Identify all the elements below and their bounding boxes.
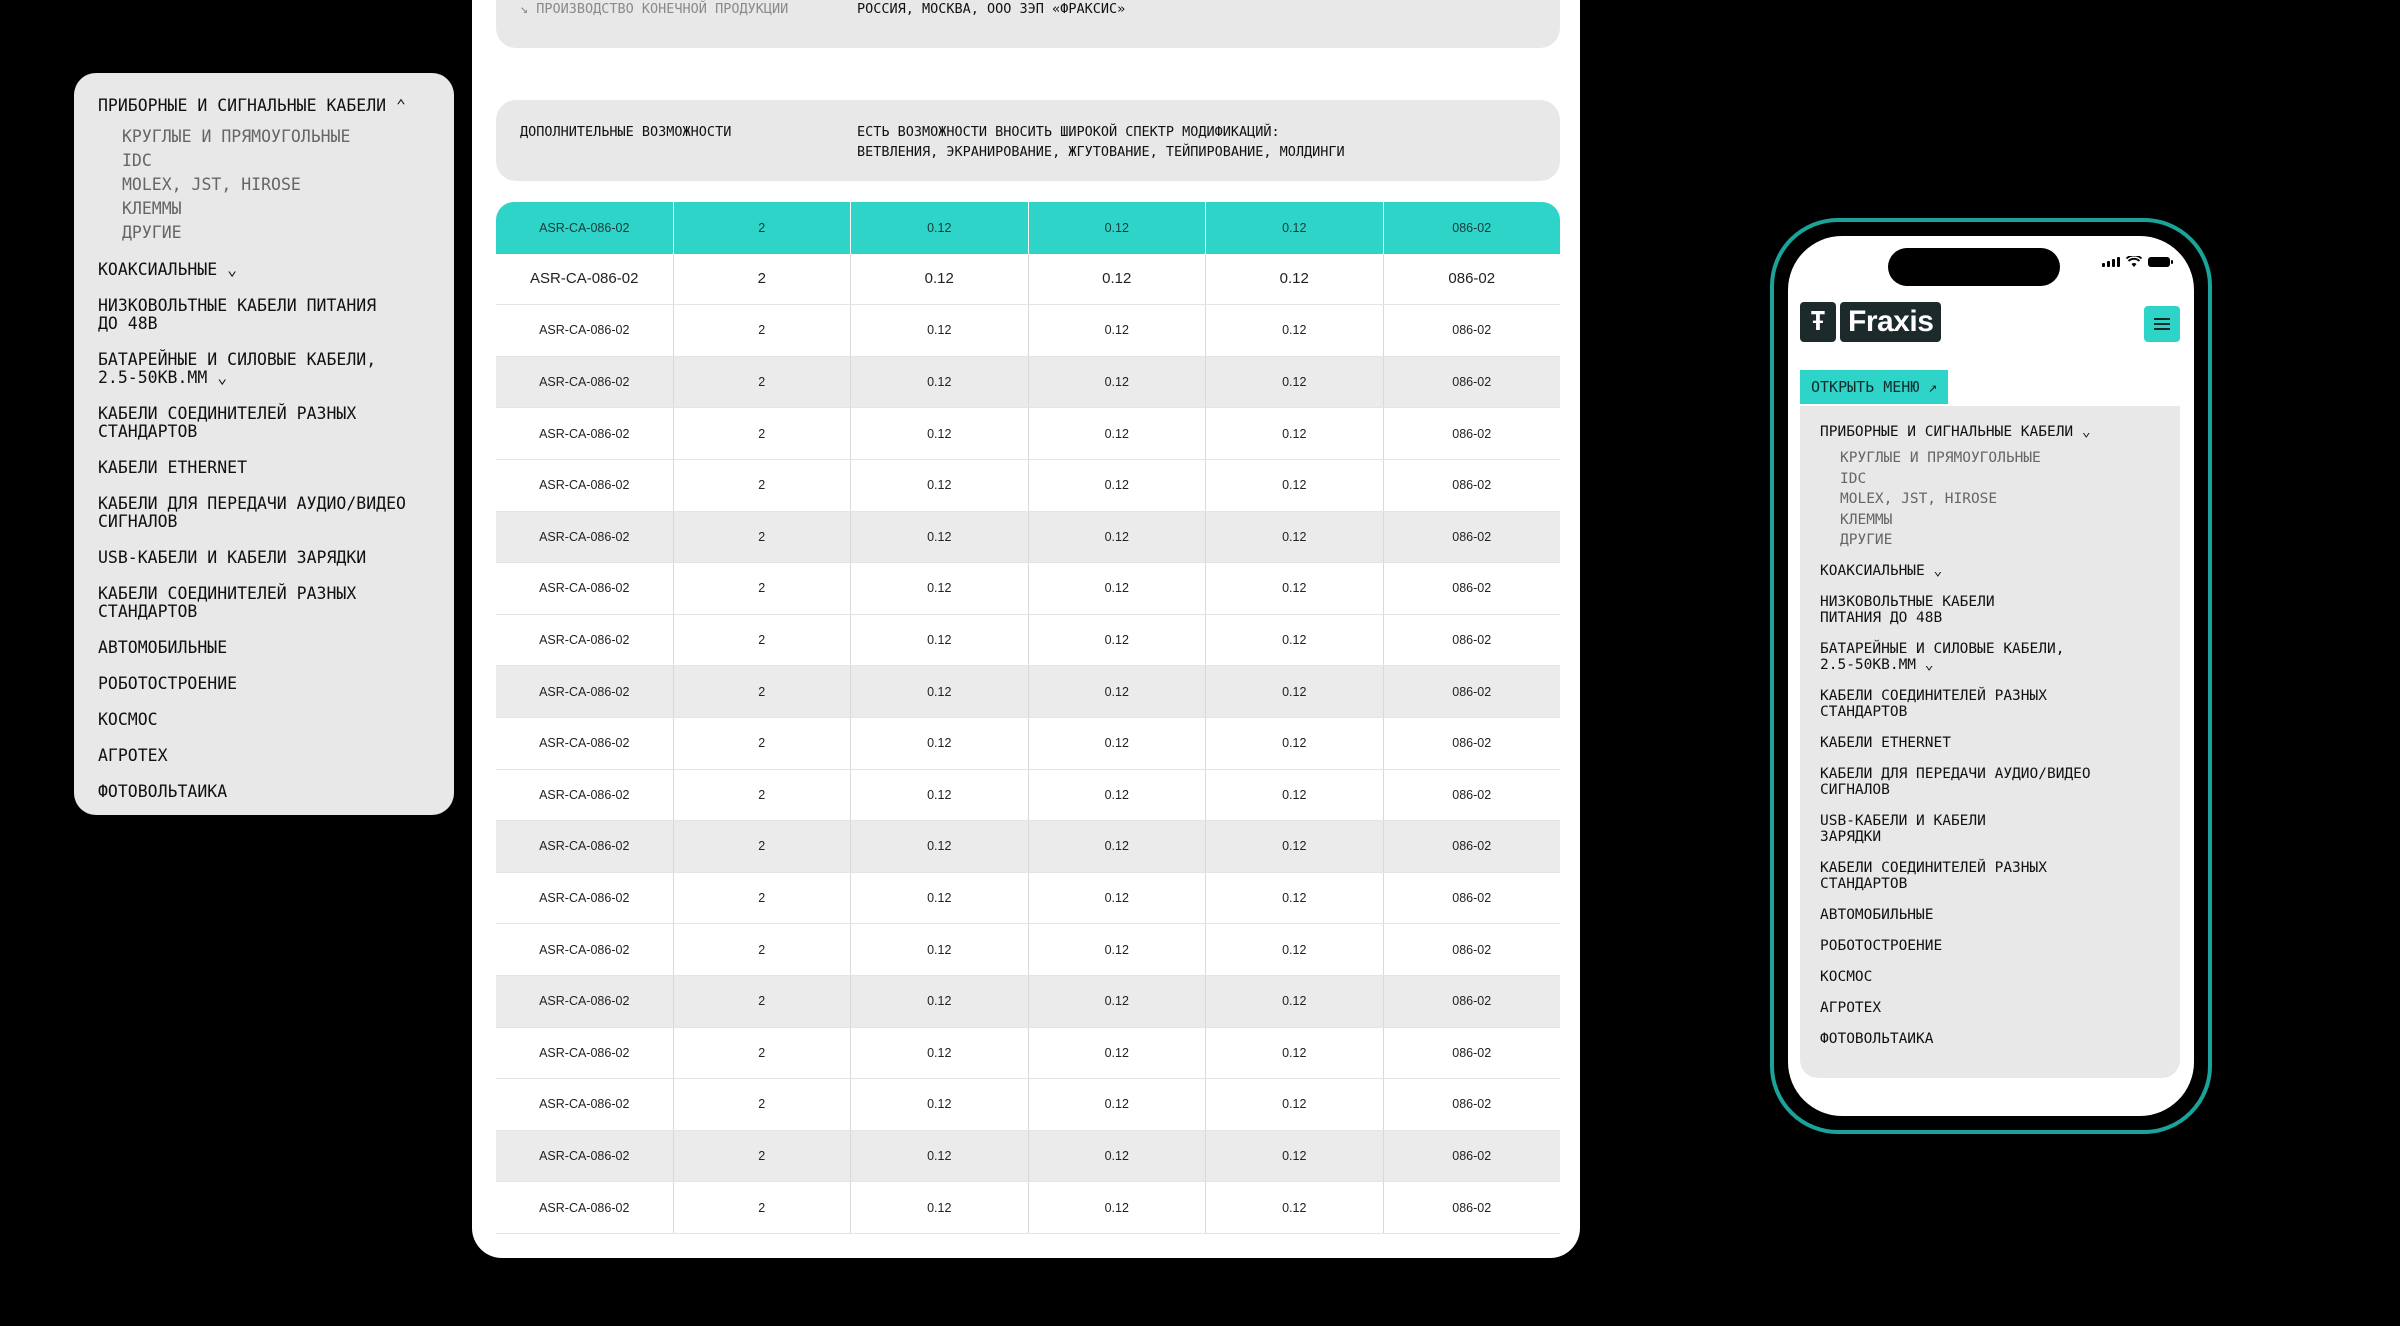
table-cell: 0.12 (1206, 821, 1384, 872)
hamburger-icon[interactable] (2144, 306, 2180, 342)
table-cell: 2 (674, 821, 852, 872)
table-cell: ASR-CA-086-02 (496, 408, 674, 459)
table-cell: 0.12 (1029, 305, 1207, 356)
table-cell: 0.12 (1029, 1028, 1207, 1079)
table-row (496, 666, 1560, 718)
table-cell: 0.12 (1029, 563, 1207, 614)
logo-wordmark: Fraxis (1840, 302, 1941, 342)
menu-item-instrument-cables[interactable]: ПРИБОРНЫЕ И СИГНАЛЬНЫЕ КАБЕЛИ ⌄ (1820, 424, 2091, 440)
table-cell: 0.12 (1029, 408, 1207, 459)
table-cell: ASR-CA-086-02 (496, 873, 674, 924)
table-row (496, 1028, 1560, 1080)
table-cell: 0.12 (851, 1079, 1029, 1130)
header-cell: 0.12 (1029, 202, 1207, 254)
table-cell: 0.12 (1206, 770, 1384, 821)
header-cell: ASR-CA-086-02 (496, 202, 674, 254)
table-cell: 2 (674, 512, 852, 563)
table-cell: 0.12 (851, 460, 1029, 511)
table-cell: 2 (674, 924, 852, 975)
dynamic-island (1888, 248, 2060, 286)
instrument-cables-submenu (1840, 448, 2160, 551)
table-cell: 086-02 (1452, 787, 1492, 802)
table-cell: 0.12 (1206, 615, 1384, 666)
menu-item-agrotech[interactable]: АГРОТЕХ (98, 746, 168, 765)
submenu-item-terminals[interactable]: КЛЕММЫ (122, 199, 182, 218)
submenu-item-idc[interactable]: IDC (122, 151, 152, 170)
table-cell: 0.12 (1029, 873, 1207, 924)
table-cell: 2 (674, 460, 852, 511)
table-cell: 0.12 (851, 821, 1029, 872)
logo-mark: Ŧ (1800, 302, 1836, 342)
table-cell: 086-02 (1452, 684, 1492, 699)
table-cell: 2 (674, 873, 852, 924)
table-cell: 0.12 (1206, 357, 1384, 408)
table-cell: 0.12 (851, 563, 1029, 614)
table-cell: 086-02 (1452, 1148, 1492, 1163)
menu-item-photovoltaics[interactable]: ФОТОВОЛЬТАИКА (1820, 1030, 1934, 1047)
table-body (496, 254, 1560, 1234)
table-cell: ASR-CA-086-02 (496, 821, 674, 872)
table-cell: 086-02 (1452, 1097, 1492, 1112)
table-row (496, 460, 1560, 512)
table-row (496, 357, 1560, 409)
battery-icon (2148, 257, 2170, 267)
table-cell: 0.12 (1029, 254, 1207, 305)
table-cell: ASR-CA-086-02 (496, 305, 674, 356)
phone-category-menu (1800, 406, 2180, 1078)
submenu-item-molex[interactable]: MOLEX, JST, HIROSE (1840, 491, 1998, 507)
table-cell: 0.12 (1206, 873, 1384, 924)
table-cell: 0.12 (1029, 821, 1207, 872)
table-row (496, 615, 1560, 667)
table-cell: ASR-CA-086-02 (496, 563, 674, 614)
table-row (496, 254, 1560, 306)
menu-item-usb[interactable]: USB-КАБЕЛИ И КАБЕЛИ ЗАРЯДКИ (98, 548, 367, 567)
table-cell: 0.12 (1206, 976, 1384, 1027)
table-cell: 2 (674, 357, 852, 408)
table-cell: 086-02 (1452, 375, 1492, 390)
table-cell: 0.12 (1206, 305, 1384, 356)
table-cell: 086-02 (1452, 891, 1492, 906)
table-cell: 0.12 (1206, 666, 1384, 717)
table-cell: 2 (674, 615, 852, 666)
table-cell: 2 (674, 1079, 852, 1130)
phone-mockup (1770, 218, 2212, 1134)
table-row (496, 821, 1560, 873)
menu-item-space[interactable]: КОСМОС (1820, 968, 1873, 985)
table-cell: 0.12 (851, 1182, 1029, 1233)
table-row (496, 1182, 1560, 1234)
table-cell: 086-02 (1452, 1045, 1492, 1060)
table-cell: ASR-CA-086-02 (496, 512, 674, 563)
table-cell: 2 (674, 563, 852, 614)
table-cell: 0.12 (1029, 1182, 1207, 1233)
table-cell: 2 (674, 976, 852, 1027)
production-info-card (496, 0, 1560, 48)
table-cell: 0.12 (1029, 718, 1207, 769)
table-cell: 0.12 (851, 408, 1029, 459)
menu-item-audio-video[interactable]: КАБЕЛИ ДЛЯ ПЕРЕДАЧИ АУДИО/ВИДЕО СИГНАЛОВ (98, 494, 406, 531)
menu-item-ethernet[interactable]: КАБЕЛИ ETHERNET (98, 458, 248, 477)
table-cell: 086-02 (1452, 323, 1492, 338)
final-production-label: ↘ ПРОИЗВОДСТВО КОНЕЧНОЙ ПРОДУКЦИИ (520, 1, 789, 17)
table-cell: 0.12 (1029, 924, 1207, 975)
table-cell: 0.12 (851, 615, 1029, 666)
table-cell: 0.12 (851, 924, 1029, 975)
menu-item-instrument-cables[interactable]: ПРИБОРНЫЕ И СИГНАЛЬНЫЕ КАБЕЛИ ⌃ (98, 96, 406, 115)
menu-item-low-voltage[interactable]: НИЗКОВОЛЬТНЫЕ КАБЕЛИ ПИТАНИЯ ДО 48В (98, 296, 377, 333)
menu-item-audio-video[interactable]: КАБЕЛИ ДЛЯ ПЕРЕДАЧИ АУДИО/ВИДЕО СИГНАЛОВ (1820, 765, 2091, 798)
table-row (496, 1079, 1560, 1131)
category-menu-panel (74, 73, 454, 815)
table-cell: 0.12 (851, 1131, 1029, 1182)
menu-item-robotics[interactable]: РОБОТОСТРОЕНИЕ (1820, 937, 1943, 954)
menu-item-coaxial[interactable]: КОАКСИАЛЬНЫЕ ⌄ (1820, 562, 1943, 579)
table-cell: 2 (674, 1182, 852, 1233)
header-cell: 0.12 (1206, 202, 1384, 254)
menu-item-robotics[interactable]: РОБОТОСТРОЕНИЕ (98, 674, 238, 693)
table-cell: ASR-CA-086-02 (496, 1182, 674, 1233)
submenu-item-terminals[interactable]: КЛЕММЫ (1840, 511, 1893, 528)
table-cell: 0.12 (1206, 1028, 1384, 1079)
submenu-item-idc[interactable]: IDC (1840, 470, 1867, 487)
header-cell: 2 (674, 202, 852, 254)
menu-item-usb[interactable]: USB-КАБЕЛИ И КАБЕЛИ ЗАРЯДКИ (1820, 812, 1986, 845)
table-cell: ASR-CA-086-02 (496, 770, 674, 821)
signal-icon (2102, 257, 2120, 267)
submenu-item-other[interactable]: ДРУГИЕ (122, 223, 182, 242)
table-cell: 086-02 (1452, 736, 1492, 751)
header-cell: 086-02 (1452, 220, 1492, 235)
table-cell: 2 (674, 408, 852, 459)
table-cell: 2 (674, 666, 852, 717)
table-cell: 0.12 (851, 976, 1029, 1027)
table-cell: ASR-CA-086-02 (496, 1028, 674, 1079)
table-cell: 0.12 (1206, 1131, 1384, 1182)
phone-screen (1788, 236, 2194, 1116)
table-cell: 0.12 (851, 357, 1029, 408)
table-cell: ASR-CA-086-02 (496, 357, 674, 408)
menu-item-ethernet[interactable]: КАБЕЛИ ETHERNET (1820, 734, 1951, 751)
table-cell: 0.12 (1029, 1079, 1207, 1130)
table-cell: 0.12 (1029, 976, 1207, 1027)
table-header-row (496, 202, 1560, 254)
table-cell: ASR-CA-086-02 (496, 1079, 674, 1130)
table-cell: 0.12 (1206, 512, 1384, 563)
table-cell: 0.12 (851, 512, 1029, 563)
table-row (496, 563, 1560, 615)
table-cell: 086-02 (1452, 581, 1492, 596)
table-cell: 0.12 (1029, 357, 1207, 408)
table-row (496, 1131, 1560, 1183)
table-cell: 0.12 (851, 873, 1029, 924)
table-cell: 0.12 (851, 254, 1029, 305)
table-cell: 086-02 (1452, 529, 1492, 544)
table-cell: ASR-CA-086-02 (496, 254, 674, 305)
submenu-item-other[interactable]: ДРУГИЕ (1840, 532, 1893, 548)
table-cell: ASR-CA-086-02 (496, 924, 674, 975)
table-cell: 0.12 (851, 1028, 1029, 1079)
header-cell: 0.12 (851, 202, 1029, 254)
table-row (496, 924, 1560, 976)
menu-item-automotive[interactable]: АВТОМОБИЛЬНЫЕ (98, 638, 228, 657)
table-cell: 0.12 (1206, 460, 1384, 511)
menu-item-automotive[interactable]: АВТОМОБИЛЬНЫЕ (1820, 906, 1934, 923)
table-row (496, 976, 1560, 1028)
table-cell: ASR-CA-086-02 (496, 976, 674, 1027)
table-cell: 0.12 (1029, 770, 1207, 821)
menu-item-connector-cables-2[interactable]: КАБЕЛИ СОЕДИНИТЕЛЕЙ РАЗНЫХ СТАНДАРТОВ (1820, 859, 2047, 892)
submenu-item-round-rect[interactable]: КРУГЛЫЕ И ПРЯМОУГОЛЬНЫЕ (122, 127, 351, 146)
table-cell: 0.12 (1029, 615, 1207, 666)
menu-item-space[interactable]: КОСМОС (98, 710, 158, 729)
menu-item-battery-power[interactable]: БАТАРЕЙНЫЕ И СИЛОВЫЕ КАБЕЛИ, 2.5-50КВ.ММ ⌄ (98, 350, 377, 387)
table-cell: 0.12 (851, 305, 1029, 356)
table-cell: 086-02 (1452, 1200, 1492, 1215)
table-cell: 0.12 (851, 770, 1029, 821)
table-row (496, 512, 1560, 564)
extra-options-line-1: ЕСТЬ ВОЗМОЖНОСТИ ВНОСИТЬ ШИРОКОЙ СПЕКТР МОДИФИКАЦИЙ: (857, 124, 1280, 140)
submenu-item-molex[interactable]: MOLEX, JST, HIROSE (122, 175, 301, 194)
menu-item-connector-cables-2[interactable]: КАБЕЛИ СОЕДИНИТЕЛЕЙ РАЗНЫХ СТАНДАРТОВ (98, 584, 357, 621)
table-row (496, 770, 1560, 822)
menu-item-coaxial[interactable]: КОАКСИАЛЬНЫЕ ⌄ (98, 260, 238, 279)
table-cell: 0.12 (1206, 718, 1384, 769)
table-cell: 2 (674, 718, 852, 769)
table-cell: ASR-CA-086-02 (496, 460, 674, 511)
table-cell: 086-02 (1452, 942, 1492, 957)
table-cell: 086-02 (1452, 478, 1492, 493)
table-cell: 0.12 (1029, 1131, 1207, 1182)
menu-item-battery-power[interactable]: БАТАРЕЙНЫЕ И СИЛОВЫЕ КАБЕЛИ, 2.5-50КВ.ММ ⌄ (1820, 640, 2065, 673)
table-cell: 0.12 (1206, 1079, 1384, 1130)
table-cell: 0.12 (1206, 563, 1384, 614)
table-cell: ASR-CA-086-02 (496, 718, 674, 769)
menu-item-connector-cables[interactable]: КАБЕЛИ СОЕДИНИТЕЛЕЙ РАЗНЫХ СТАНДАРТОВ (1820, 687, 2047, 720)
open-menu-button[interactable]: ОТКРЫТЬ МЕНЮ ↗ (1800, 370, 1948, 404)
instrument-cables-submenu (122, 125, 430, 245)
fraxis-logo[interactable] (1800, 302, 1941, 342)
extra-options-label: ДОПОЛНИТЕЛЬНЫЕ ВОЗМОЖНОСТИ (520, 124, 732, 140)
table-row (496, 305, 1560, 357)
table-cell: 2 (674, 254, 852, 305)
table-cell: 0.12 (1206, 408, 1384, 459)
table-cell: 086-02 (1448, 270, 1496, 288)
table-cell: 086-02 (1452, 633, 1492, 648)
table-cell: 2 (674, 305, 852, 356)
table-cell: 0.12 (1206, 924, 1384, 975)
menu-item-photovoltaics[interactable]: ФОТОВОЛЬТАИКА (98, 782, 228, 801)
table-cell: 0.12 (1029, 460, 1207, 511)
table-cell: 0.12 (851, 666, 1029, 717)
table-row (496, 873, 1560, 925)
table-cell: 0.12 (851, 718, 1029, 769)
table-cell: 086-02 (1452, 839, 1492, 854)
table-cell: 2 (674, 770, 852, 821)
menu-item-connector-cables[interactable]: КАБЕЛИ СОЕДИНИТЕЛЕЙ РАЗНЫХ СТАНДАРТОВ (98, 404, 357, 441)
table-cell: 086-02 (1452, 994, 1492, 1009)
table-row (496, 408, 1560, 460)
submenu-item-round-rect[interactable]: КРУГЛЫЕ И ПРЯМОУГОЛЬНЫЕ (1840, 450, 2041, 466)
table-cell: 2 (674, 1131, 852, 1182)
extra-options-card (496, 100, 1560, 181)
wifi-icon (2126, 256, 2142, 268)
spec-table (496, 202, 1560, 1234)
menu-item-agrotech[interactable]: АГРОТЕХ (1820, 999, 1882, 1016)
extra-options-line-2: ВЕТВЛЕНИЯ, ЭКРАНИРОВАНИЕ, ЖГУТОВАНИЕ, ТЕЙПИРОВАНИЕ, МОЛДИНГИ (857, 144, 1345, 160)
table-cell: ASR-CA-086-02 (496, 1131, 674, 1182)
table-cell: 0.12 (1029, 512, 1207, 563)
table-row (496, 718, 1560, 770)
menu-item-low-voltage[interactable]: НИЗКОВОЛЬТНЫЕ КАБЕЛИ ПИТАНИЯ ДО 48В (1820, 593, 1995, 626)
table-cell: 086-02 (1452, 426, 1492, 441)
table-cell: 0.12 (1206, 1182, 1384, 1233)
table-cell: ASR-CA-086-02 (496, 666, 674, 717)
table-cell: 0.12 (1206, 254, 1384, 305)
table-cell: 0.12 (1029, 666, 1207, 717)
table-cell: ASR-CA-086-02 (496, 615, 674, 666)
product-spec-page (472, 0, 1580, 1258)
final-production-value: РОССИЯ, МОСКВА, ООО ЗЭП «ФРАКСИС» (857, 1, 1126, 17)
status-bar (2102, 256, 2170, 268)
table-cell: 2 (674, 1028, 852, 1079)
